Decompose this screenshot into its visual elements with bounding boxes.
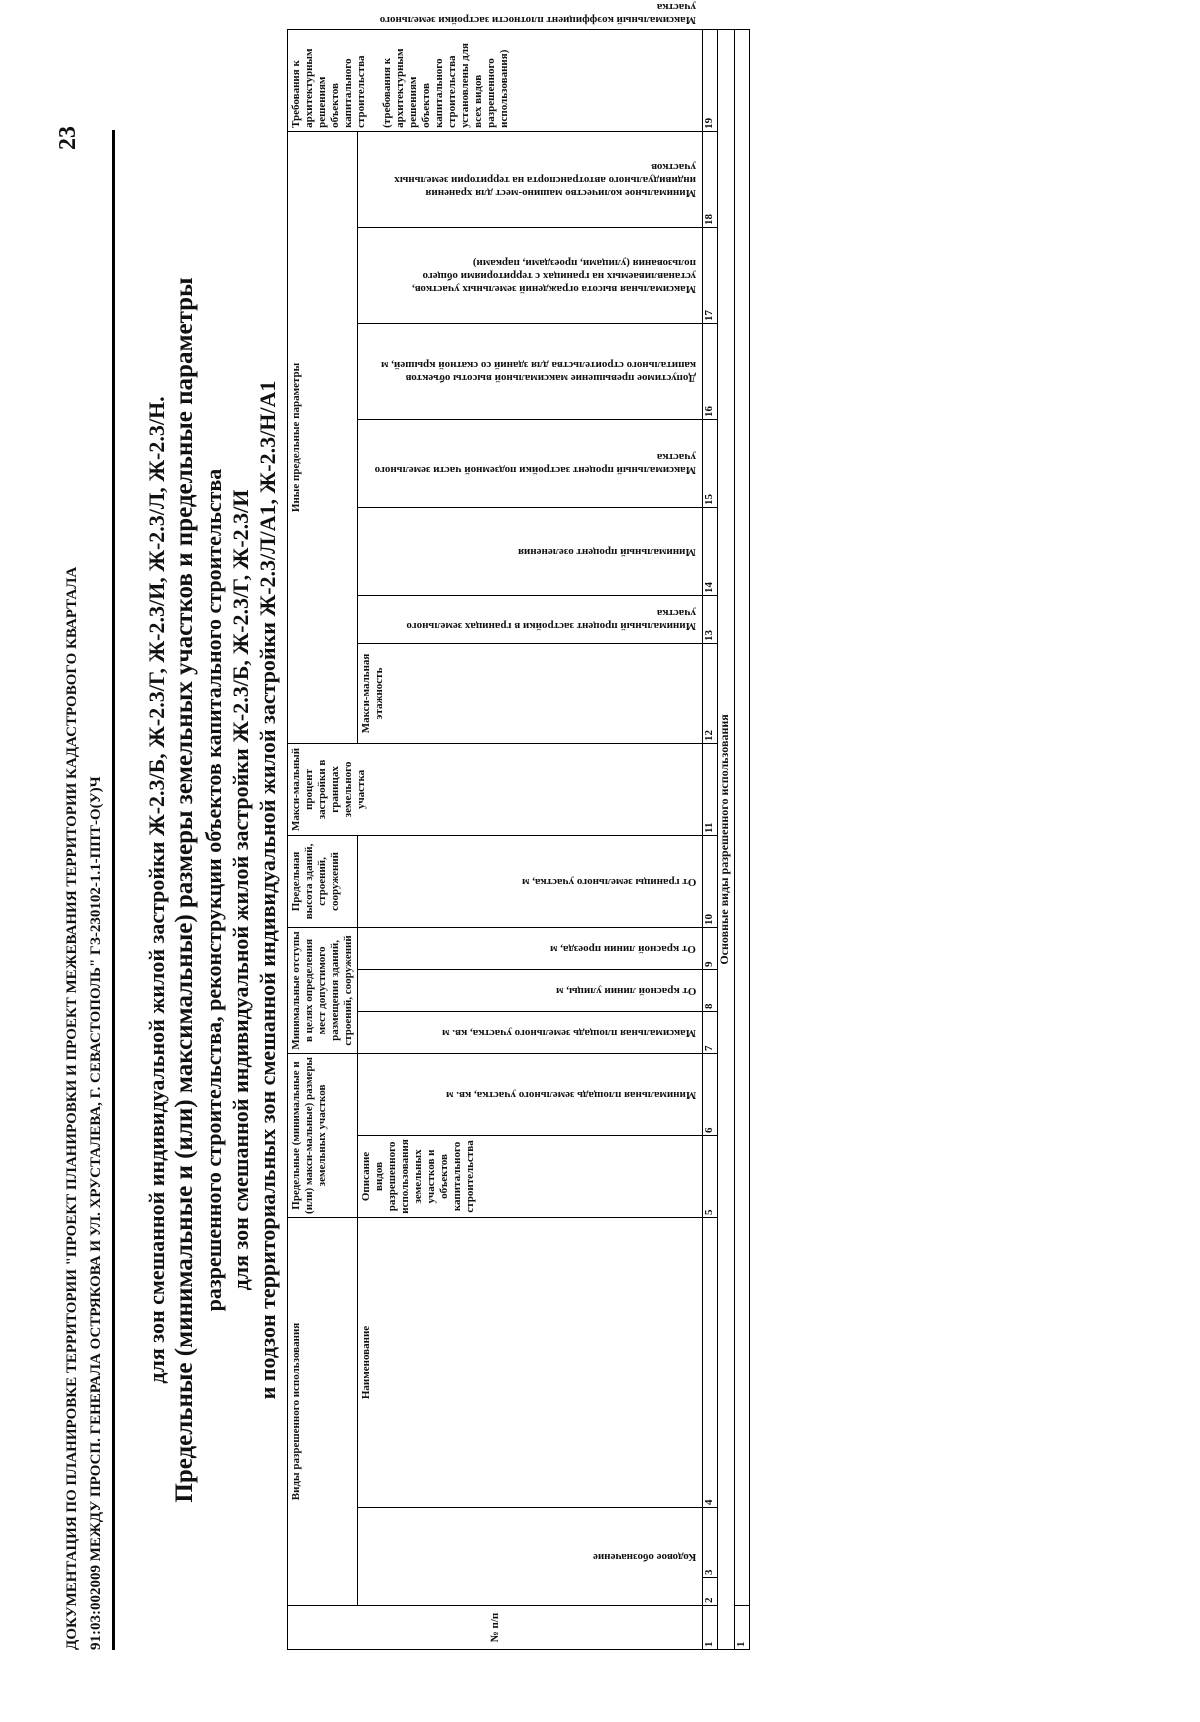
header-col-17: Минимальное количество машино-мест для хранения индивидуального автотранспорта на территории земельных участков [358,131,703,227]
column-number: 18 [703,131,718,227]
section-row [718,29,735,1649]
header-group-height: Предельная высота зданий, строений, сооружений [288,835,358,927]
document-header [60,130,115,1650]
page-number: 23 [55,126,81,150]
header-col-15: Допустимое превышение максимальной высоты объектов капитального строительства для зданий со скатной крышей, м [358,323,703,419]
title-line-5: и подзон территориальных зон смешанной индивидуальной жилой застройки Ж-2.3/Л/А1, Ж-2.3/Н/А1 [255,380,280,1400]
column-number: 14 [703,507,718,595]
title-line-4: для зон смешанной индивидуальной жилой застройки Ж-2.3/Б, Ж-2.3/Г, Ж-2.3/И [228,489,253,1291]
title-line-2: Предельные (минимальные и (или) максимальные) размеры земельных участков и предельные параметры [171,277,198,1503]
column-number: 1 [703,1606,718,1650]
column-number: 4 [703,1217,718,1507]
row-content [735,29,750,1605]
header-col-13: Минимальный процент озеленения [358,507,703,595]
header-name: Наименование [358,1217,703,1507]
row-number: 1 [735,1606,750,1650]
column-number: 13 [703,595,718,643]
header-max-percent: Макси-мальный процент застройки в границах земельного участка [288,743,703,835]
header-desc: Описание видов разрешенного использования земельных участков и объектов капитального строительства [358,1135,703,1217]
header-red-passage: От красной линии проезда, м [358,927,703,969]
header-red-street: От красной линии улицы, м [358,969,703,1011]
header-group-sizes: Предельные (минимальные и (или) макси-мальные) размеры земельных участков [288,1053,358,1217]
header-line-1: ДОКУМЕНТАЦИЯ ПО ПЛАНИРОВКЕ ТЕРРИТОРИИ "ПРОЕКТ ПЛАНИРОВКИ И ПРОЕКТ МЕЖЕВАНИЯ ТЕРРИТОРИИ КАДАСТРОВОГО КВАРТАЛА [64,566,80,1650]
table-row [735,29,750,1649]
title-line-1: для зон смешанной индивидуальной жилой застройки Ж-2.3/Б, Ж-2.3/Г, Ж-2.3/И, Ж-2.3/Л, Ж-2.3/Н. [144,396,169,1384]
column-number: 12 [703,643,718,743]
header-code: Кодовое обозначение [358,1508,703,1606]
header-boundary: От границы земельного участка, м [358,835,703,927]
header-group-setbacks: Минимальные отступы в целях определения мест допустимого размещения зданий, строений, сооружений [288,927,358,1053]
column-number: 6 [703,1053,718,1135]
header-min-area: Минимальная площадь земельного участка, кв. м [358,1053,703,1135]
column-number: 3 [703,1508,718,1578]
header-group-other: Иные предельные параметры [288,131,358,743]
header-no: № п/п [288,1606,703,1650]
column-number: 9 [703,927,718,969]
header-max-floors: Макси-мальная этажность [358,643,703,743]
col-19-note: (требования к архитектурным решениям объектов капитального строительства установлены для всех видов разрешенного использования) [381,43,510,128]
column-number: 15 [703,419,718,507]
table-titles [143,130,281,1650]
title-line-3: разрешенного строительства, реконструкции объектов капитального строительства [201,468,226,1312]
header-col-16: Максимальная высота ограждений земельных участков, устанавливаемых на границах с территориями общего пользования (улицами, проездами, парками) [358,227,703,323]
column-number: 17 [703,227,718,323]
column-number: 10 [703,835,718,927]
column-number-row [703,29,718,1649]
section-title: Основные виды разрешенного использования [718,29,735,1649]
header-group-vri: Виды разрешенного использования [288,1217,358,1605]
column-number: 8 [703,969,718,1011]
column-number: 11 [703,743,718,835]
parameters-table: № п/п Виды разрешенного использования Предельные (минимальные и (или) макси-мальные) размеры земельных участков Минимальные отступы в целях определения мест допустимого размещения зданий, строений, сооружений Предельная высота зданий, строений, сооружений Макси-мальный процент застройки в границах земельного участка Иные предельные параметры Требования к архитектурным решениям объектов капитального строительства (требования к архитектурным решениям объектов капитального строительства установлены для всех видов разрешенного использования) Кодовое обозначение Наименование Описание видов разрешенного использования земельных участков и объектов капитального строительства Минимальная площадь земельного участка, кв. м Максимальная площадь земельного участка, кв. м От красной линии улицы, м От красной линии проезда, м От границы земельного участка, м Макси-мальная этажность Минимальный процент застройки в границах земельного участка Минимальный процент озеленения Максимальный процент застройки подземной части земельного участка Допустимое превышение максимальной высоты объектов капитального строительства для зданий со скатной крышей, м Максимальная высота ограждений земельных участков, устанавливаемых на границах с территориями общего пользования (улицами, проездами, парками) Минимальное количество машино-мест для хранения индивидуального автотранспорта на территории земельных участков Максимальный коэффициент плотности застройки земельного участка 1 2 3 4 5 6 7 8 9 10 11 12 13 14 15 16 17 18 19 Основные виды разрешенного использования 1 [287,29,750,1650]
column-number: 16 [703,323,718,419]
col-19-title: Требования к архитектурным решениям объектов капитального строительства [290,48,367,128]
column-number: 19 [703,29,718,131]
header-line-2: 91:03:002009 МЕЖДУ ПРОСП. ГЕНЕРАЛА ОСТРЯКОВА И УЛ. ХРУСТАЛЕВА, Г. СЕВАСТОПОЛЬ" ГЗ-230102-1.1-ППТ-О(У)Ч [88,776,104,1650]
column-number: 2 [703,1578,718,1606]
header-col-12: Минимальный процент застройки в границах земельного участка [358,595,703,643]
header-max-area: Максимальная площадь земельного участка, кв. м [358,1011,703,1053]
header-col-19 [288,29,703,131]
header-col-14: Максимальный процент застройки подземной части земельного участка [358,419,703,507]
column-number: 7 [703,1011,718,1053]
rotated-page-content [60,0,1140,1650]
column-number: 5 [703,1135,718,1217]
